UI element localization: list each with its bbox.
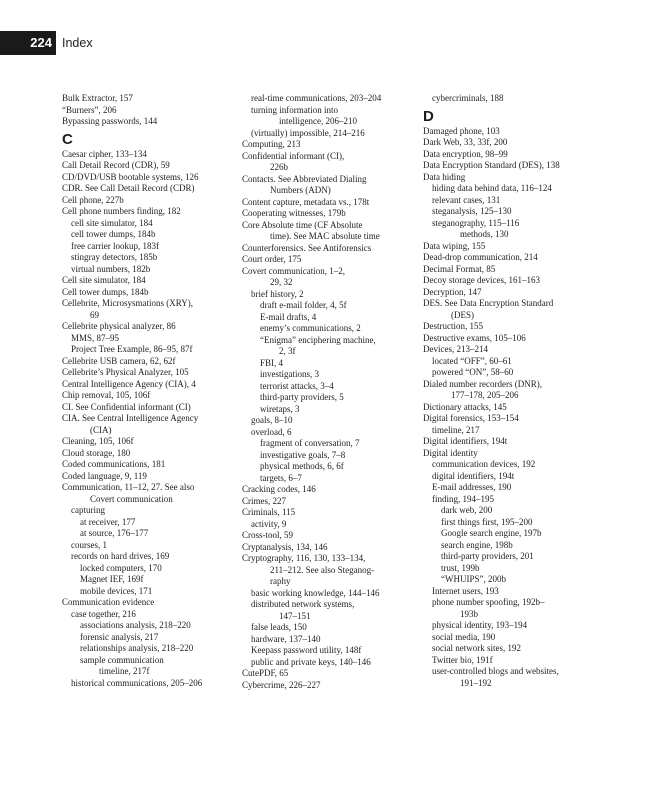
- index-entry: Dead-drop communication, 214: [423, 252, 538, 262]
- index-entry: Cell phone, 227b: [62, 194, 124, 205]
- index-entry: Content capture, metadata vs., 178t: [242, 196, 370, 207]
- index-subentry: FBI, 4: [260, 357, 284, 368]
- index-entry: Dark Web, 33, 33f, 200: [423, 137, 508, 147]
- index-subentry: enemy’s communications, 2: [260, 323, 361, 333]
- index-entry: Computing, 213: [242, 139, 301, 149]
- index-section-letter: D: [423, 107, 434, 125]
- index-entry-continuation: 177–178, 205–206: [451, 390, 519, 400]
- index-subentry: finding, 194–195: [432, 493, 494, 504]
- index-subentry: at receiver, 177: [80, 516, 136, 527]
- index-subentry: basic working knowledge, 144–146: [251, 587, 380, 598]
- index-entry: CI. See Confidential informant (CI): [62, 401, 191, 412]
- index-subentry: turning information into: [251, 104, 338, 115]
- index-subentry: false leads, 150: [251, 622, 307, 632]
- index-subentry: hiding data behind data, 116–124: [432, 183, 552, 193]
- index-entry: Dialed number recorders (DNR),: [423, 378, 542, 389]
- index-subentry: steganography, 115–116: [432, 217, 520, 228]
- index-entry: CD/DVD/USB bootable systems, 126: [62, 171, 199, 182]
- index-entry: Cryptanalysis, 134, 146: [242, 541, 328, 552]
- index-subentry: draft e-mail folder, 4, 5f: [260, 300, 347, 310]
- index-subentry: overload, 6: [251, 426, 292, 437]
- index-entry: Decimal Format, 85: [423, 263, 496, 274]
- index-subentry: case together, 216: [71, 608, 136, 619]
- index-entry: Coded language, 9, 119: [62, 470, 147, 481]
- index-subentry: E-mail drafts, 4: [260, 311, 317, 322]
- index-entry: Coded communications, 181: [62, 459, 166, 469]
- index-entry-continuation: methods, 130: [460, 229, 509, 239]
- index-entry: Destruction, 155: [423, 321, 483, 331]
- index-subentry: MMS, 87–95: [71, 332, 120, 343]
- index-subentry: locked computers, 170: [80, 562, 162, 573]
- index-column-1: [62, 93, 240, 689]
- index-subentry: forensic analysis, 217: [80, 631, 159, 642]
- index-entry: Cybercrime, 226–227: [242, 679, 321, 690]
- index-subentry: wiretaps, 3: [260, 403, 300, 414]
- index-entry: Decoy storage devices, 161–163: [423, 275, 540, 285]
- index-entry: Criminals, 115: [242, 507, 296, 517]
- index-subentry: records on hard drives, 169: [71, 551, 170, 561]
- index-subentry: Internet users, 193: [432, 585, 499, 596]
- index-entry: Core Absolute time (CF Absolute: [242, 219, 363, 230]
- index-entry-continuation: 29, 32: [270, 277, 293, 287]
- index-subentry: cybercriminals, 188: [432, 93, 504, 103]
- index-subentry: third-party providers, 5: [260, 392, 344, 402]
- index-entry: DES. See Data Encryption Standard: [423, 298, 554, 308]
- index-subentry: distributed network systems,: [251, 599, 355, 609]
- index-entry: Confidential informant (CI),: [242, 150, 345, 161]
- index-entry: Devices, 213–214: [423, 344, 488, 354]
- index-subentry: hardware, 137–140: [251, 633, 321, 644]
- index-entry-continuation: Covert communication: [90, 493, 173, 504]
- index-subentry: fragment of conversation, 7: [260, 438, 360, 448]
- index-entry: Cellebrite, Microsysmations (XRY),: [62, 298, 193, 308]
- index-entry: Cellebrite’s Physical Analyzer, 105: [62, 367, 189, 377]
- index-entry-continuation: (CIA): [90, 424, 112, 435]
- index-entry: Cleaning, 105, 106f: [62, 436, 134, 446]
- index-entry-continuation: Numbers (ADN): [270, 185, 331, 195]
- index-entry: Cell site simulator, 184: [62, 275, 146, 285]
- index-entry-continuation: 211–212. See also Steganog-: [270, 564, 375, 575]
- index-entry: “Burners”, 206: [62, 104, 117, 115]
- index-subentry: third-party providers, 201: [441, 551, 534, 561]
- index-entry: Destructive exams, 105–106: [423, 332, 526, 343]
- index-entry: Cloud storage, 180: [62, 447, 131, 458]
- index-entry-continuation: 226b: [270, 162, 288, 172]
- page-title: Index: [62, 36, 93, 50]
- index-entry: Bulk Extractor, 157: [62, 93, 133, 103]
- index-subentry: (virtually) impossible, 214–216: [251, 127, 365, 138]
- index-entry: CDR. See Call Detail Record (CDR): [62, 183, 195, 193]
- page-number: 224: [0, 31, 56, 55]
- index-entry: Digital identity: [423, 447, 478, 458]
- index-entry-continuation: 69: [90, 309, 99, 320]
- index-subentry: first things first, 195–200: [441, 516, 533, 527]
- index-entry-continuation: time). See MAC absolute time: [270, 231, 380, 241]
- index-subentry: historical communications, 205–206: [71, 677, 203, 688]
- index-subentry: courses, 1: [71, 539, 107, 550]
- index-subentry: “Enigma” enciphering machine,: [260, 334, 376, 345]
- index-entry: Dictionary attacks, 145: [423, 401, 507, 412]
- index-entry: CutePDF, 65: [242, 668, 289, 678]
- index-subentry: located “OFF”, 60–61: [432, 355, 512, 366]
- index-entry: Data encryption, 98–99: [423, 148, 508, 159]
- index-entry: Cellebrite USB camera, 62, 62f: [62, 355, 176, 366]
- index-subentry: free carrier lookup, 183f: [71, 240, 159, 251]
- index-subentry: “WHUIPS”, 200b: [441, 574, 506, 584]
- index-entry: Decryption, 147: [423, 286, 482, 297]
- index-entry: Call Detail Record (CDR), 59: [62, 160, 170, 170]
- index-entry: Cryptography, 116, 130, 133–134,: [242, 553, 366, 563]
- index-subentry: timeline, 217: [432, 424, 480, 435]
- index-column-2: [242, 93, 420, 691]
- page-header: [0, 31, 647, 55]
- index-entry-continuation: 193b: [460, 608, 478, 619]
- index-subentry: steganalysis, 125–130: [432, 206, 512, 216]
- index-subentry: social network sites, 192: [432, 643, 521, 653]
- index-subentry: digital identifiers, 194t: [432, 470, 515, 481]
- index-subentry: dark web, 200: [441, 505, 493, 515]
- index-entry-continuation: intelligence, 206–210: [279, 116, 357, 126]
- index-subentry: real-time communications, 203–204: [251, 93, 382, 103]
- index-entry-continuation: raphy: [270, 576, 291, 586]
- index-section-letter: C: [62, 130, 73, 148]
- index-entry: Data wiping, 155: [423, 240, 486, 251]
- index-subentry: trust, 199b: [441, 562, 480, 573]
- index-subentry: goals, 8–10: [251, 415, 293, 425]
- index-subentry: physical identity, 193–194: [432, 620, 528, 630]
- index-entry: Cracking codes, 146: [242, 484, 316, 494]
- index-subentry: Keepass password utility, 148f: [251, 645, 362, 655]
- index-subentry: public and private keys, 140–146: [251, 656, 371, 667]
- index-entry: Digital forensics, 153–154: [423, 413, 519, 423]
- index-subentry: capturing: [71, 505, 105, 515]
- index-entry: Data Encryption Standard (DES), 138: [423, 160, 560, 170]
- index-subentry: associations analysis, 218–220: [80, 620, 191, 630]
- index-subentry: social media, 190: [432, 631, 496, 642]
- index-entry-continuation: 2, 3f: [279, 346, 296, 356]
- index-entry: Communication evidence: [62, 597, 155, 607]
- index-entry-continuation: 147–151: [279, 610, 311, 621]
- index-entry: Data hiding: [423, 171, 466, 182]
- index-entry: Cross-tool, 59: [242, 530, 294, 540]
- index-subentry: communication devices, 192: [432, 459, 536, 469]
- index-entry-continuation: 191–192: [460, 677, 492, 688]
- index-entry: Chip removal, 105, 106f: [62, 390, 151, 400]
- index-subentry: at source, 176–177: [80, 528, 149, 538]
- index-entry: Central Intelligence Agency (CIA), 4: [62, 378, 196, 389]
- index-subentry: Google search engine, 197b: [441, 528, 542, 538]
- index-subentry: targets, 6–7: [260, 472, 302, 483]
- index-entry-continuation: (DES): [451, 309, 474, 320]
- index-subentry: Magnet IEF, 169f: [80, 574, 144, 584]
- index-subentry: physical methods, 6, 6f: [260, 461, 344, 471]
- index-column-3: [423, 93, 601, 689]
- index-entry: Cell phone numbers finding, 182: [62, 206, 181, 216]
- index-subentry: mobile devices, 171: [80, 585, 153, 596]
- index-subentry: phone number spoofing, 192b–: [432, 597, 545, 607]
- index-entry: Contacts. See Abbreviated Dialing: [242, 173, 367, 184]
- index-entry: Communication, 11–12, 27. See also: [62, 482, 195, 492]
- index-subentry: virtual numbers, 182b: [71, 263, 151, 274]
- index-subentry: powered “ON”, 58–60: [432, 367, 514, 377]
- index-entry: Caesar cipher, 133–134: [62, 148, 147, 159]
- index-subentry: E-mail addresses, 190: [432, 482, 512, 492]
- index-subentry: Project Tree Example, 86–95, 87f: [71, 344, 193, 354]
- index-subentry: cell site simulator, 184: [71, 217, 153, 228]
- index-subentry: relationships analysis, 218–220: [80, 643, 194, 653]
- index-subentry: investigative goals, 7–8: [260, 449, 346, 460]
- index-entry: Counterforensics. See Antiforensics: [242, 242, 372, 253]
- index-entry: Court order, 175: [242, 254, 302, 264]
- index-entry: Damaged phone, 103: [423, 125, 500, 136]
- index-subentry: stingray detectors, 185b: [71, 252, 158, 262]
- index-subentry: sample communication: [80, 654, 164, 665]
- index-entry: Crimes, 227: [242, 495, 286, 506]
- index-subentry: relevant cases, 131: [432, 194, 501, 205]
- index-entry: Bypassing passwords, 144: [62, 116, 158, 126]
- index-entry: Covert communication, 1–2,: [242, 265, 345, 276]
- index-subentry: investigations, 3: [260, 369, 319, 379]
- index-entry: CIA. See Central Intelligence Agency: [62, 413, 199, 423]
- index-subentry: Twitter bio, 191f: [432, 654, 493, 665]
- index-subentry: brief history, 2: [251, 288, 304, 299]
- index-entry: Cellebrite physical analyzer, 86: [62, 321, 176, 331]
- index-subentry: activity, 9: [251, 518, 287, 529]
- index-subentry: search engine, 198b: [441, 539, 513, 550]
- index-entry: Cell tower dumps, 184b: [62, 286, 149, 297]
- index-entry-continuation: timeline, 217f: [99, 666, 150, 676]
- index-entry: Cooperating witnesses, 179b: [242, 208, 346, 218]
- index-subentry: user-controlled blogs and websites,: [432, 666, 559, 676]
- index-subentry: terrorist attacks, 3–4: [260, 380, 334, 391]
- index-subentry: cell tower dumps, 184b: [71, 229, 156, 239]
- index-entry: Digital identifiers, 194t: [423, 436, 508, 446]
